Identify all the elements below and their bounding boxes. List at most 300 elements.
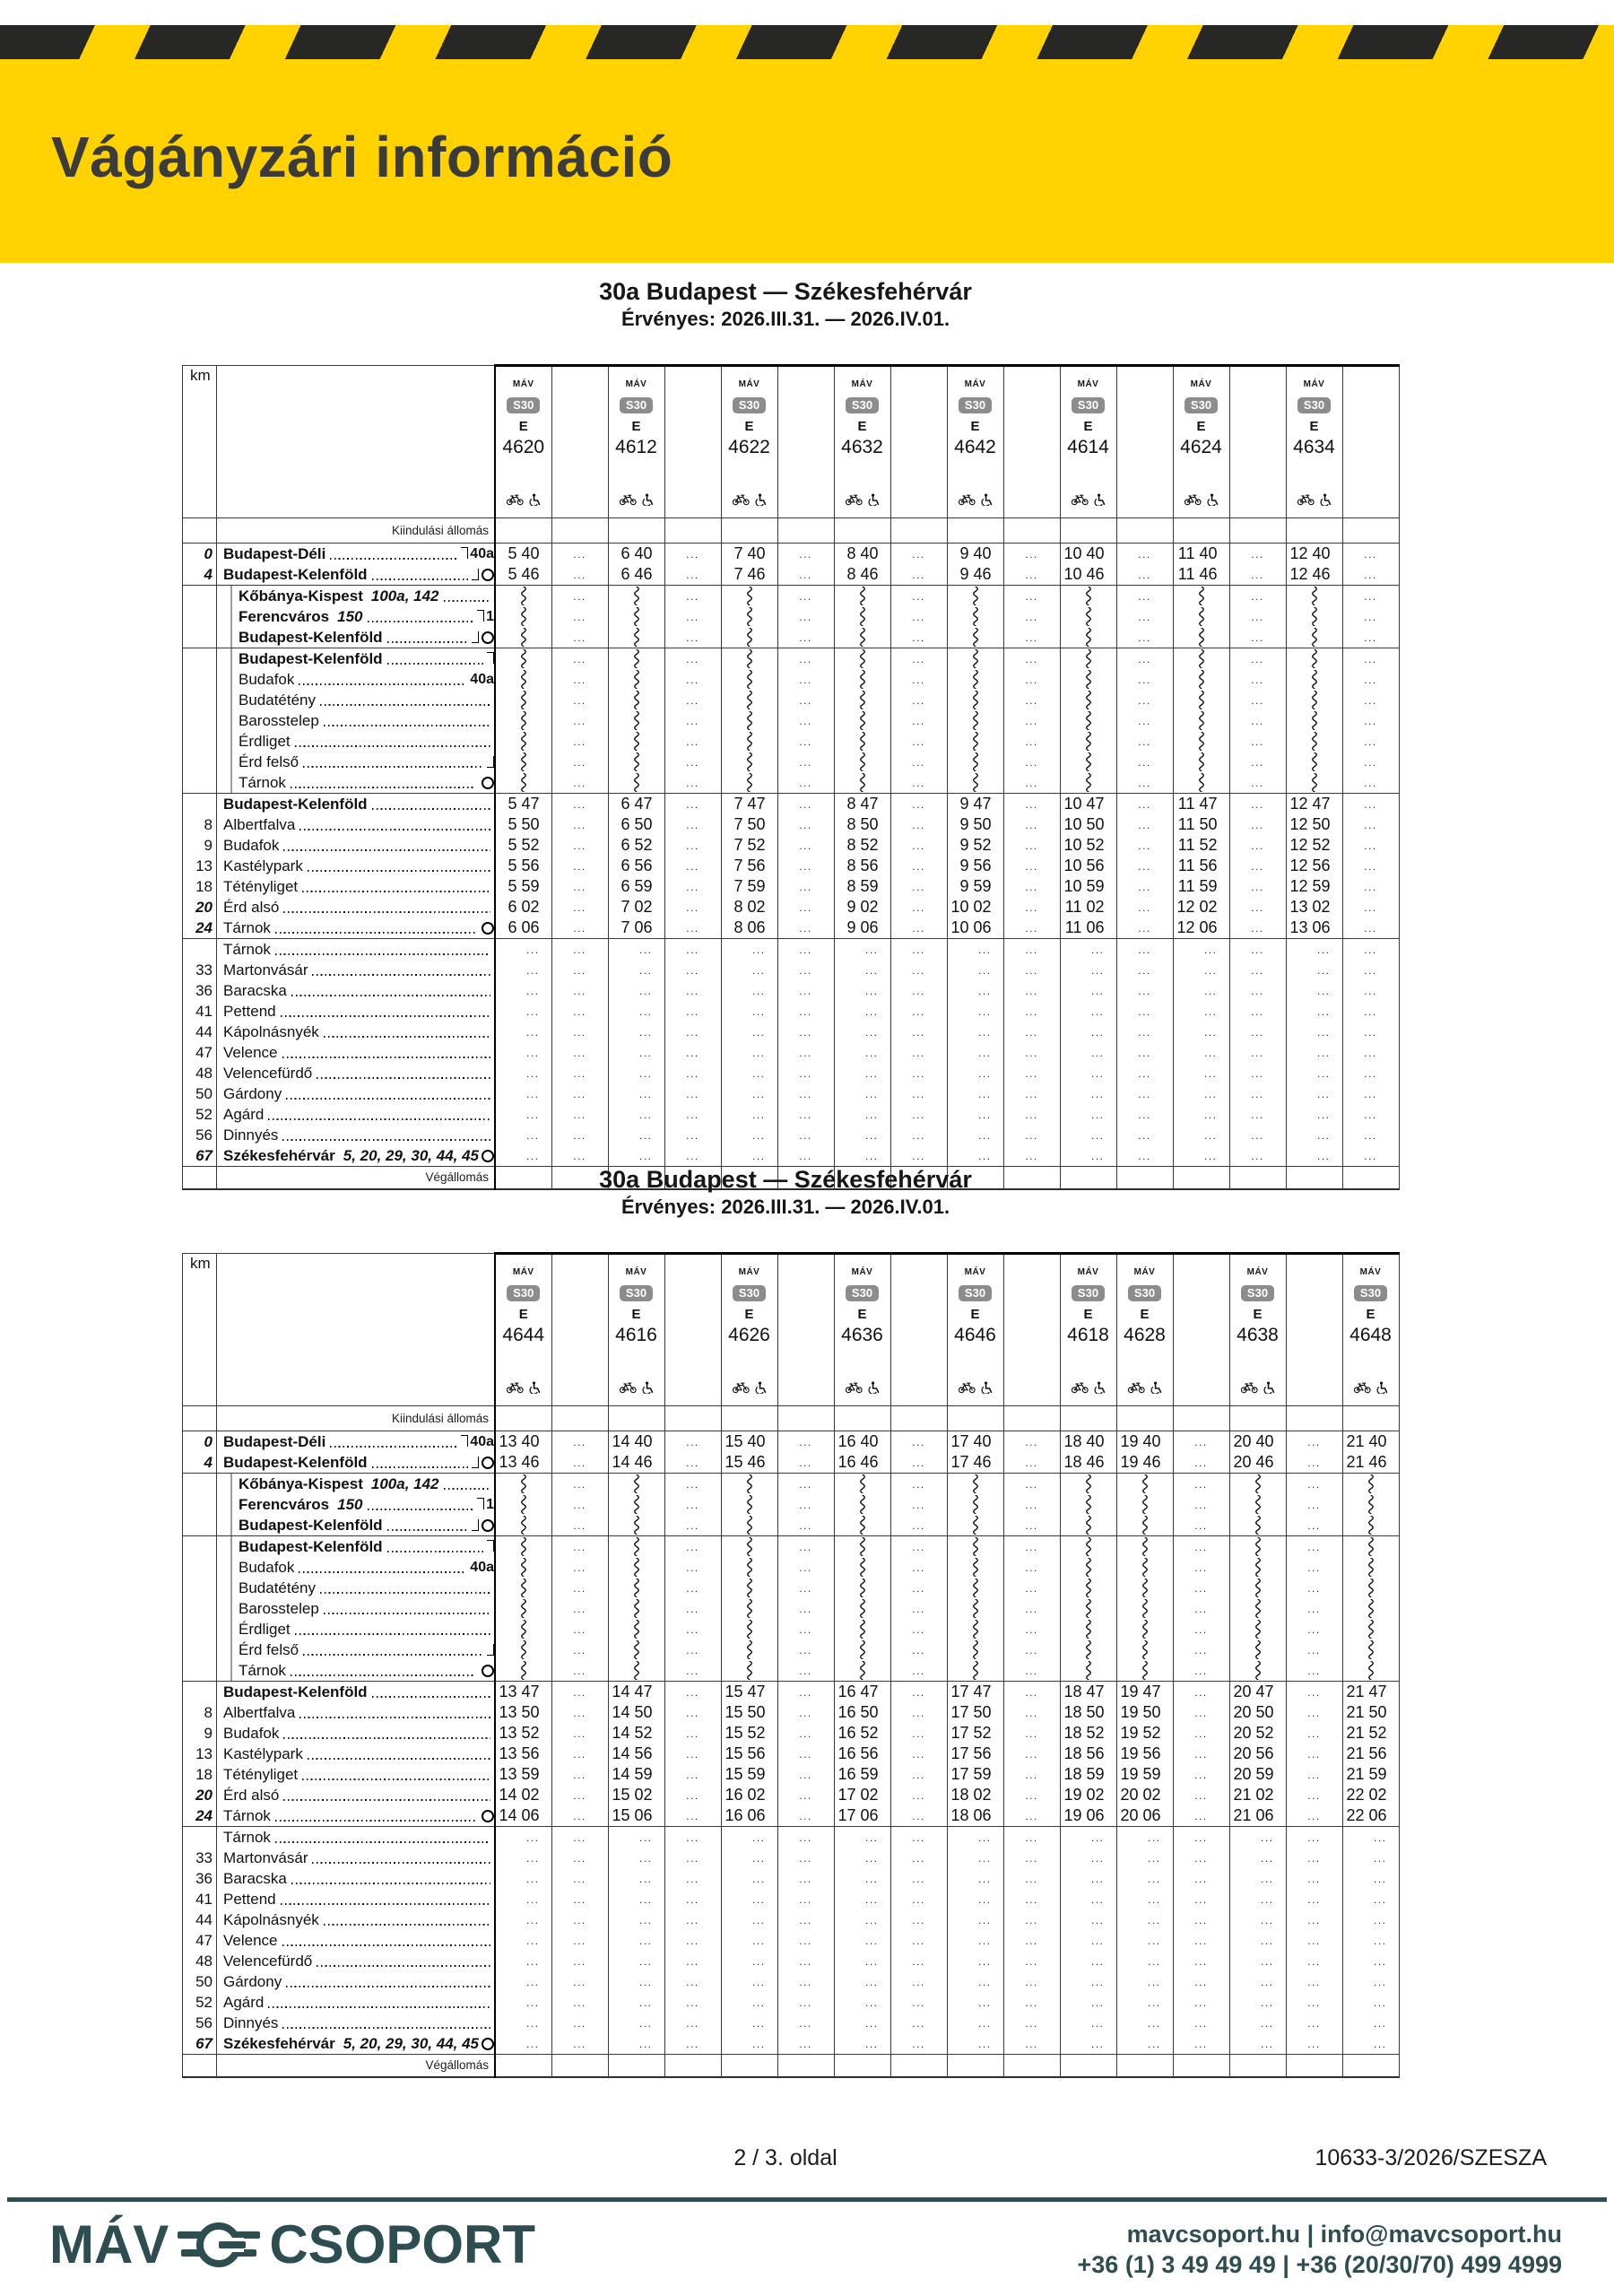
time-cell: 18 46 [1060, 1452, 1116, 1474]
gap-cell [1116, 1104, 1173, 1125]
station-name: Barosstelep [239, 1600, 319, 1617]
station-name: Agárd [223, 1994, 265, 2011]
no-service-dots: ... [1307, 1478, 1321, 1491]
station-name: Érdliget [239, 733, 291, 750]
train-number: 4614 [1067, 437, 1109, 457]
gap-cell [1229, 794, 1286, 815]
time-cell: 15 47 [721, 1682, 777, 1703]
gap-cell [1229, 544, 1286, 565]
station-name: Budapest-Kelenföld [223, 566, 368, 583]
dotted-leader [372, 578, 468, 580]
no-service-dots: ... [1025, 1789, 1038, 1802]
train-column-header [495, 366, 551, 518]
no-service-dots: ... [1203, 1150, 1218, 1162]
station-cell [217, 564, 496, 586]
km-value: 33 [195, 1849, 213, 1866]
no-service-dots: ... [1090, 1150, 1105, 1162]
no-service-dots: ... [1251, 944, 1264, 956]
station-name: Érd alsó [223, 899, 280, 916]
gap-cell [1003, 1431, 1060, 1453]
no-service-dots: ... [686, 1831, 699, 1844]
no-service-dots: ... [1316, 985, 1331, 997]
time-cell [1229, 1909, 1286, 1930]
no-service-dots: ... [525, 1873, 540, 1885]
line-badge: S30 [959, 1285, 992, 1301]
no-service-dots: ... [1364, 674, 1377, 686]
wavy-cell [1286, 606, 1342, 627]
time-cell [721, 1971, 777, 1992]
gap-cell [1286, 1578, 1342, 1598]
gap-cell [777, 772, 834, 794]
no-service-dots: ... [1090, 2017, 1105, 2030]
station-cell [217, 794, 496, 815]
no-stop-wavy-line [1252, 1578, 1264, 1597]
no-service-dots: ... [573, 1810, 586, 1822]
km-value: 67 [183, 1145, 217, 1167]
no-service-dots: ... [638, 1893, 653, 1906]
no-service-dots: ... [1316, 1005, 1331, 1018]
no-service-dots: ... [1307, 1893, 1321, 1906]
wavy-cell [608, 1660, 664, 1682]
no-service-dots: ... [573, 1852, 586, 1865]
gap-cell [664, 1848, 721, 1868]
time-cell [495, 1971, 551, 1992]
time-cell [495, 1951, 551, 1971]
time-cell: 12 47 [1286, 794, 1342, 815]
time-cell [834, 1083, 890, 1104]
no-service-dots: ... [1138, 569, 1151, 581]
gap-cell [551, 1682, 608, 1703]
gap-cell [664, 1083, 721, 1104]
no-service-dots: ... [1364, 881, 1377, 893]
no-service-dots: ... [799, 1047, 812, 1059]
service-icons [732, 1381, 767, 1394]
wavy-cell [1286, 586, 1342, 607]
wavy-cell [947, 627, 1003, 648]
time-cell [1229, 1951, 1286, 1971]
gap-cell [1342, 897, 1399, 918]
no-service-dots: ... [1025, 653, 1038, 665]
page-title: Vágányzári információ [51, 125, 673, 189]
time-cell [1286, 1125, 1342, 1145]
no-service-dots: ... [1025, 631, 1038, 644]
gap-cell [1003, 586, 1060, 607]
logo-text-mav: MÁV [49, 2214, 169, 2274]
no-service-dots: ... [1090, 1005, 1105, 1018]
gap-cell [1003, 1848, 1060, 1868]
time-cell: 14 52 [608, 1723, 664, 1744]
gap-cell [1286, 1992, 1342, 2013]
time-cell: 19 02 [1060, 1785, 1116, 1805]
no-service-dots: ... [912, 964, 925, 977]
train-number: 4620 [502, 437, 545, 457]
station-row [183, 1889, 1400, 1909]
wavy-cell [721, 731, 777, 752]
wavy-cell [1342, 1639, 1399, 1660]
gap-cell [890, 752, 947, 772]
gap-cell [1173, 1702, 1229, 1723]
station-cell [217, 1764, 496, 1785]
gap-cell [1342, 835, 1399, 856]
gap-cell [1003, 1909, 1060, 1930]
gap-cell [1286, 1682, 1342, 1703]
time-cell: 10 46 [1060, 564, 1116, 586]
spacer-column [551, 366, 608, 518]
service-icons [1071, 1381, 1106, 1394]
wavy-cell [721, 606, 777, 627]
time-cell: 8 52 [834, 835, 890, 856]
no-service-dots: ... [1138, 922, 1151, 935]
mav-csoport-logo [49, 2213, 535, 2275]
time-cell: 20 47 [1229, 1682, 1286, 1703]
time-cell: 9 50 [947, 814, 1003, 835]
route-label: 40a [470, 1560, 494, 1575]
station-row [183, 980, 1400, 1001]
no-service-dots: ... [573, 985, 586, 997]
time-cell: 20 52 [1229, 1723, 1286, 1744]
gap-cell [551, 1889, 608, 1909]
no-service-dots: ... [1364, 1067, 1377, 1080]
train-column-header [721, 1254, 777, 1406]
no-service-dots: ... [638, 944, 653, 956]
no-service-dots: ... [573, 1955, 586, 1968]
station-name: Velencefürdő [223, 1065, 313, 1082]
no-service-dots: ... [573, 756, 586, 769]
no-service-dots: ... [799, 985, 812, 997]
bracket-mark [487, 756, 494, 768]
no-service-dots: ... [638, 1129, 653, 1142]
time-cell: 14 02 [495, 1785, 551, 1805]
time-cell [834, 1063, 890, 1083]
no-service-dots: ... [1251, 881, 1264, 893]
wavy-cell [834, 1536, 890, 1558]
no-service-dots: ... [686, 674, 699, 686]
wheelchair-icon [1207, 493, 1219, 506]
no-stop-wavy-line [1308, 732, 1321, 751]
no-service-dots: ... [1147, 1955, 1161, 1968]
no-service-dots: ... [573, 1893, 586, 1906]
no-service-dots: ... [1194, 1914, 1208, 1926]
wavy-cell [1060, 710, 1116, 731]
no-service-dots: ... [1025, 1831, 1038, 1844]
no-service-dots: ... [751, 1067, 766, 1080]
time-cell: 15 52 [721, 1723, 777, 1744]
time-cell: 21 50 [1342, 1702, 1399, 1723]
no-service-dots: ... [912, 1603, 925, 1615]
time-cell: 10 56 [1060, 856, 1116, 876]
no-service-dots: ... [1251, 901, 1264, 914]
wavy-cell [834, 1515, 890, 1536]
km-value [183, 690, 217, 710]
time-cell [1173, 1022, 1229, 1042]
gap-cell [1229, 1125, 1286, 1145]
time-cell [721, 1001, 777, 1022]
time-cell [1116, 1909, 1173, 1930]
no-service-dots: ... [686, 1129, 699, 1142]
time-cell [721, 960, 777, 980]
no-service-dots: ... [573, 2017, 586, 2030]
dotted-leader [330, 1446, 457, 1448]
no-service-dots: ... [1316, 1088, 1331, 1100]
line-badge: S30 [733, 1285, 766, 1301]
station-name: Dinnyés [223, 2014, 279, 2031]
gap-cell [890, 1805, 947, 1827]
no-service-dots: ... [1025, 1047, 1038, 1059]
no-service-dots: ... [912, 674, 925, 686]
gap-cell [777, 794, 834, 815]
km-value: 13 [195, 857, 213, 874]
no-service-dots: ... [1147, 1831, 1161, 1844]
no-service-dots: ... [573, 569, 586, 581]
station-name: Ferencváros [239, 608, 330, 625]
station-cell [217, 690, 496, 710]
no-service-dots: ... [799, 1789, 812, 1802]
station-row [183, 918, 1400, 939]
no-stop-wavy-line [856, 752, 869, 771]
station-row [183, 1827, 1400, 1848]
no-service-dots: ... [525, 944, 540, 956]
time-cell [1060, 1827, 1116, 1848]
gap-cell [890, 1145, 947, 1167]
mav-operator-logo: MÁV [1077, 1267, 1099, 1277]
station-name: Érd alsó [223, 1787, 280, 1804]
no-stop-wavy-line [743, 1661, 756, 1680]
no-stop-wavy-line [1082, 1495, 1095, 1514]
gap-cell [777, 1578, 834, 1598]
wavy-cell [495, 1536, 551, 1558]
wavy-cell [947, 606, 1003, 627]
no-service-dots: ... [912, 1005, 925, 1018]
wavy-cell [834, 1619, 890, 1639]
gap-cell [551, 544, 608, 565]
gap-cell [551, 918, 608, 939]
time-cell [1286, 980, 1342, 1001]
no-service-dots: ... [799, 1457, 812, 1469]
no-service-dots: ... [573, 1541, 586, 1553]
no-service-dots: ... [1090, 1935, 1105, 1947]
time-cell [608, 1022, 664, 1042]
no-service-dots: ... [1194, 1935, 1208, 1947]
gap-cell [1116, 564, 1173, 586]
station-cell [217, 1452, 496, 1474]
gap-cell [1342, 980, 1399, 1001]
wavy-cell [721, 690, 777, 710]
gap-cell [777, 2013, 834, 2033]
no-service-dots: ... [799, 1603, 812, 1615]
gap-cell [1116, 1063, 1173, 1083]
no-service-dots: ... [573, 860, 586, 873]
station-row [183, 1682, 1400, 1703]
no-service-dots: ... [1147, 1976, 1161, 1988]
no-stop-wavy-line [1195, 691, 1208, 709]
gap-cell [551, 627, 608, 648]
gap-cell [1003, 1001, 1060, 1022]
time-cell [608, 1063, 664, 1083]
service-icons [619, 1381, 654, 1394]
no-service-dots: ... [799, 715, 812, 727]
time-cell [721, 1022, 777, 1042]
time-cell [1286, 1063, 1342, 1083]
no-service-dots: ... [525, 1150, 540, 1162]
dotted-leader [291, 1674, 475, 1676]
gap-cell [664, 544, 721, 565]
no-stop-wavy-line [1365, 1620, 1377, 1639]
time-cell: 13 06 [1286, 918, 1342, 939]
gap-cell [551, 1971, 608, 1992]
km-value: 8 [204, 1704, 213, 1721]
gap-cell [777, 1474, 834, 1495]
no-service-dots: ... [573, 1603, 586, 1615]
station-name: Székesfehérvár [223, 1147, 335, 1164]
train-column-header [1286, 366, 1342, 518]
no-service-dots: ... [864, 1996, 879, 2009]
no-service-dots: ... [1307, 1541, 1321, 1553]
time-cell: 11 52 [1173, 835, 1229, 856]
gap-cell [1342, 918, 1399, 939]
time-cell [1060, 1042, 1116, 1063]
station-row [183, 1145, 1400, 1167]
no-stop-wavy-line [856, 628, 869, 647]
no-service-dots: ... [977, 1109, 992, 1121]
table-header-row [183, 366, 1400, 518]
wavy-cell [1116, 1494, 1173, 1515]
no-service-dots: ... [1025, 1561, 1038, 1574]
gap-cell [777, 1452, 834, 1474]
time-cell [1060, 1001, 1116, 1022]
no-service-dots: ... [1025, 611, 1038, 623]
gap-cell [664, 980, 721, 1001]
no-service-dots: ... [1090, 1047, 1105, 1059]
interchange-circle-mark [482, 2038, 494, 2050]
gap-cell [777, 1515, 834, 1536]
station-row [183, 2033, 1400, 2055]
km-value [183, 648, 217, 670]
no-service-dots: ... [912, 1976, 925, 1988]
no-service-dots: ... [1194, 1748, 1208, 1761]
time-cell: 10 59 [1060, 876, 1116, 897]
train-category: E [1309, 419, 1319, 434]
mav-operator-logo: MÁV [851, 379, 873, 389]
gap-cell [1229, 960, 1286, 980]
gap-cell [1116, 897, 1173, 918]
no-service-dots: ... [912, 1727, 925, 1740]
dotted-leader [387, 1529, 468, 1531]
gap-cell [1116, 835, 1173, 856]
gap-cell [1229, 876, 1286, 897]
time-cell [721, 1042, 777, 1063]
gap-cell [551, 564, 608, 586]
gap-cell [1342, 1145, 1399, 1167]
no-service-dots: ... [799, 1623, 812, 1636]
gap-cell [664, 1702, 721, 1723]
wavy-cell [1060, 772, 1116, 794]
gap-cell [890, 1889, 947, 1909]
gap-cell [551, 980, 608, 1001]
station-name: Budapest-Kelenföld [223, 1454, 368, 1471]
no-stop-wavy-line [517, 649, 530, 668]
station-cell [217, 1104, 496, 1125]
gap-cell [1173, 1557, 1229, 1578]
time-cell [495, 1909, 551, 1930]
no-service-dots: ... [1138, 839, 1151, 852]
dotted-leader [320, 704, 490, 706]
wavy-cell [721, 648, 777, 670]
no-service-dots: ... [1364, 569, 1377, 581]
gap-cell [664, 939, 721, 961]
no-service-dots: ... [573, 1005, 586, 1018]
gap-cell [890, 1951, 947, 1971]
gap-cell [1003, 1536, 1060, 1558]
no-service-dots: ... [1194, 1873, 1208, 1885]
no-service-dots: ... [912, 839, 925, 852]
station-name: Tétényliget [223, 878, 299, 895]
time-cell [1060, 2013, 1116, 2033]
time-cell [1286, 960, 1342, 980]
gap-cell [1003, 544, 1060, 565]
mav-operator-logo: MÁV [738, 1267, 760, 1277]
route-label: 1 [486, 609, 494, 624]
km-value [183, 1536, 217, 1558]
no-service-dots: ... [686, 1976, 699, 1988]
gap-cell [777, 1682, 834, 1703]
km-value: 33 [195, 961, 213, 978]
time-cell [1286, 1083, 1342, 1104]
station-name: Pettend [223, 1891, 276, 1908]
train-column-header [608, 366, 664, 518]
dotted-leader [291, 995, 490, 996]
km-value: 44 [195, 1911, 213, 1928]
time-cell: 19 40 [1116, 1431, 1173, 1453]
service-icons [1184, 493, 1219, 506]
time-cell [608, 1104, 664, 1125]
gap-cell [890, 1785, 947, 1805]
no-service-dots: ... [912, 1582, 925, 1595]
station-cell [217, 1083, 496, 1104]
no-stop-wavy-line [969, 1516, 982, 1535]
time-cell: 7 59 [721, 876, 777, 897]
dotted-leader [275, 953, 490, 955]
time-cell [495, 939, 551, 961]
time-cell: 21 02 [1229, 1785, 1286, 1805]
no-stop-wavy-line [1195, 773, 1208, 792]
no-service-dots: ... [1138, 1047, 1151, 1059]
no-service-dots: ... [1203, 985, 1218, 997]
no-service-dots: ... [799, 798, 812, 811]
time-cell [608, 1971, 664, 1992]
gap-cell [777, 1022, 834, 1042]
gap-cell [1116, 1083, 1173, 1104]
no-service-dots: ... [1251, 777, 1264, 789]
time-cell [721, 939, 777, 961]
no-service-dots: ... [912, 819, 925, 831]
no-service-dots: ... [1090, 944, 1105, 956]
no-service-dots: ... [1025, 1603, 1038, 1615]
no-service-dots: ... [864, 1852, 879, 1865]
gap-cell [551, 1660, 608, 1682]
gap-cell [890, 606, 947, 627]
gap-cell [1229, 835, 1286, 856]
time-cell: 7 46 [721, 564, 777, 586]
wheelchair-icon [642, 1381, 654, 1394]
gap-cell [1342, 606, 1399, 627]
station-cell [217, 627, 496, 648]
time-cell: 10 40 [1060, 544, 1116, 565]
gap-cell [1286, 1515, 1342, 1536]
no-service-dots: ... [686, 1769, 699, 1781]
line-badge: S30 [959, 397, 992, 413]
station-name: Albertfalva [223, 816, 296, 833]
gap-cell [551, 1702, 608, 1723]
